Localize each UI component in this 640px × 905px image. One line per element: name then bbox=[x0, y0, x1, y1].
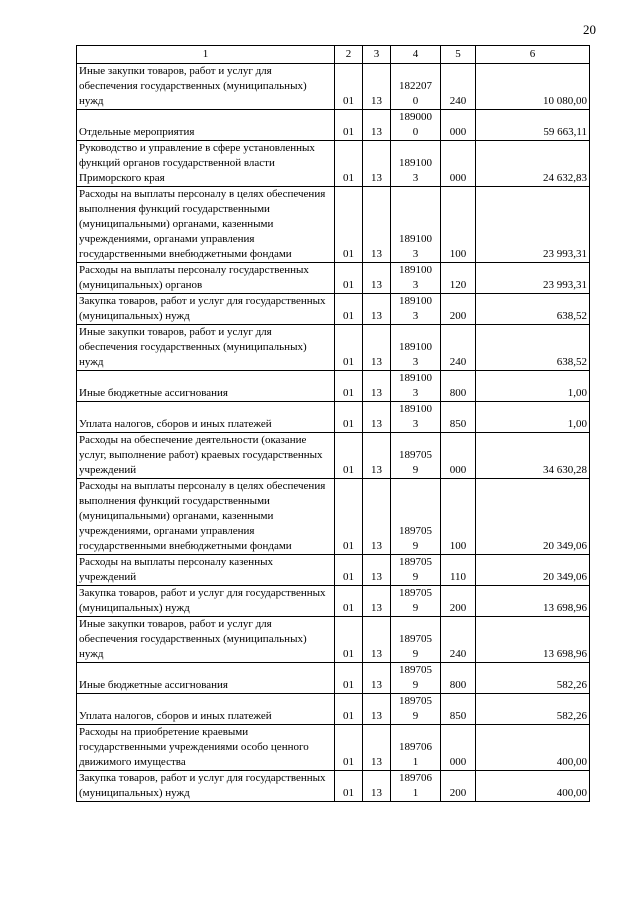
table-row bbox=[77, 294, 590, 325]
row-article-cell bbox=[391, 402, 441, 433]
article-code-part2: 3 bbox=[412, 172, 419, 184]
article-code-part2: 1 bbox=[412, 787, 419, 799]
row-expense-type-cell: 200 bbox=[441, 586, 476, 617]
row-article-cell bbox=[391, 433, 441, 479]
row-subsection-cell: 13 bbox=[363, 663, 391, 694]
row-name-cell: Уплата налогов, сборов и иных платежей bbox=[77, 694, 335, 725]
article-code-part2: 3 bbox=[412, 310, 419, 322]
row-sum-cell: 400,00 bbox=[476, 771, 590, 802]
header-cell: 4 bbox=[391, 46, 441, 64]
row-section-cell: 01 bbox=[335, 371, 363, 402]
row-name-cell: Расходы на приобретение краевыми государственными учреждениями особо ценного движимого имущества bbox=[77, 725, 335, 771]
article-code-part2: 3 bbox=[412, 248, 419, 260]
row-subsection-cell: 13 bbox=[363, 187, 391, 263]
article-code-part2: 0 bbox=[412, 95, 419, 107]
row-subsection-cell: 13 bbox=[363, 110, 391, 141]
article-code-part2: 3 bbox=[412, 387, 419, 399]
table-row bbox=[77, 187, 590, 263]
row-expense-type-cell: 100 bbox=[441, 187, 476, 263]
article-code-part2: 9 bbox=[412, 464, 419, 476]
row-article-cell bbox=[391, 771, 441, 802]
row-name-cell: Уплата налогов, сборов и иных платежей bbox=[77, 402, 335, 433]
row-sum-cell: 23 993,31 bbox=[476, 263, 590, 294]
article-code-part1: 189705 bbox=[399, 695, 432, 707]
table-body bbox=[77, 64, 590, 802]
article-code-part2: 9 bbox=[412, 710, 419, 722]
row-sum-cell: 1,00 bbox=[476, 402, 590, 433]
table-row bbox=[77, 110, 590, 141]
article-code-part1: 189705 bbox=[399, 525, 432, 537]
article-code-part2: 3 bbox=[412, 356, 419, 368]
row-article-cell bbox=[391, 263, 441, 294]
article-code-part1: 189705 bbox=[399, 556, 432, 568]
article-code-part2: 0 bbox=[412, 126, 419, 138]
row-section-cell: 01 bbox=[335, 479, 363, 555]
table-row bbox=[77, 64, 590, 110]
row-section-cell: 01 bbox=[335, 663, 363, 694]
row-sum-cell: 24 632,83 bbox=[476, 141, 590, 187]
table-row bbox=[77, 402, 590, 433]
row-name-cell: Закупка товаров, работ и услуг для государственных (муниципальных) нужд bbox=[77, 771, 335, 802]
header-cell: 6 bbox=[476, 46, 590, 64]
row-article-cell bbox=[391, 479, 441, 555]
table-row bbox=[77, 586, 590, 617]
table-row bbox=[77, 617, 590, 663]
row-name-cell: Закупка товаров, работ и услуг для государственных (муниципальных) нужд bbox=[77, 586, 335, 617]
row-sum-cell: 582,26 bbox=[476, 694, 590, 725]
row-expense-type-cell: 850 bbox=[441, 694, 476, 725]
row-subsection-cell: 13 bbox=[363, 325, 391, 371]
row-section-cell: 01 bbox=[335, 433, 363, 479]
row-expense-type-cell: 850 bbox=[441, 402, 476, 433]
article-code-part1: 189705 bbox=[399, 633, 432, 645]
row-article-cell bbox=[391, 110, 441, 141]
row-sum-cell: 13 698,96 bbox=[476, 586, 590, 617]
table-row bbox=[77, 371, 590, 402]
row-subsection-cell: 13 bbox=[363, 617, 391, 663]
row-section-cell: 01 bbox=[335, 263, 363, 294]
row-subsection-cell: 13 bbox=[363, 294, 391, 325]
row-expense-type-cell: 200 bbox=[441, 294, 476, 325]
row-expense-type-cell: 200 bbox=[441, 771, 476, 802]
row-article-cell bbox=[391, 187, 441, 263]
row-name-cell: Расходы на выплаты персоналу казенных учреждений bbox=[77, 555, 335, 586]
row-expense-type-cell: 800 bbox=[441, 371, 476, 402]
article-code-part1: 189705 bbox=[399, 449, 432, 461]
row-section-cell: 01 bbox=[335, 141, 363, 187]
row-name-cell: Иные закупки товаров, работ и услуг для обеспечения государственных (муниципальных) нужд bbox=[77, 325, 335, 371]
row-expense-type-cell: 110 bbox=[441, 555, 476, 586]
row-section-cell: 01 bbox=[335, 402, 363, 433]
table-row bbox=[77, 555, 590, 586]
article-code-part1: 189100 bbox=[399, 157, 432, 169]
header-cell: 1 bbox=[77, 46, 335, 64]
article-code-part2: 3 bbox=[412, 418, 419, 430]
row-section-cell: 01 bbox=[335, 110, 363, 141]
article-code-part1: 189706 bbox=[399, 772, 432, 784]
row-name-cell: Расходы на обеспечение деятельности (оказание услуг, выполнение работ) краевых государственных учреждений bbox=[77, 433, 335, 479]
table-row bbox=[77, 663, 590, 694]
row-name-cell: Иные закупки товаров, работ и услуг для обеспечения государственных (муниципальных) нужд bbox=[77, 617, 335, 663]
row-article-cell bbox=[391, 294, 441, 325]
row-section-cell: 01 bbox=[335, 64, 363, 110]
header-cell: 3 bbox=[363, 46, 391, 64]
article-code-part2: 9 bbox=[412, 540, 419, 552]
article-code-part1: 189705 bbox=[399, 664, 432, 676]
row-name-cell: Отдельные мероприятия bbox=[77, 110, 335, 141]
row-section-cell: 01 bbox=[335, 555, 363, 586]
row-expense-type-cell: 000 bbox=[441, 110, 476, 141]
row-section-cell: 01 bbox=[335, 694, 363, 725]
row-expense-type-cell: 800 bbox=[441, 663, 476, 694]
row-subsection-cell: 13 bbox=[363, 263, 391, 294]
row-sum-cell: 1,00 bbox=[476, 371, 590, 402]
row-article-cell bbox=[391, 586, 441, 617]
article-code-part2: 9 bbox=[412, 571, 419, 583]
table-row bbox=[77, 141, 590, 187]
row-sum-cell: 59 663,11 bbox=[476, 110, 590, 141]
table-row bbox=[77, 325, 590, 371]
row-section-cell: 01 bbox=[335, 725, 363, 771]
row-name-cell: Иные закупки товаров, работ и услуг для обеспечения государственных (муниципальных) нужд bbox=[77, 64, 335, 110]
row-name-cell: Расходы на выплаты персоналу в целях обеспечения выполнения функций государственными (муниципальными) органами, казенными учреждениями, органами управления государственными внебюджетными фондами bbox=[77, 187, 335, 263]
row-article-cell bbox=[391, 663, 441, 694]
row-subsection-cell: 13 bbox=[363, 433, 391, 479]
row-section-cell: 01 bbox=[335, 187, 363, 263]
row-sum-cell: 23 993,31 bbox=[476, 187, 590, 263]
article-code-part1: 189706 bbox=[399, 741, 432, 753]
article-code-part1: 182207 bbox=[399, 80, 432, 92]
article-code-part1: 189100 bbox=[399, 264, 432, 276]
table-row bbox=[77, 433, 590, 479]
article-code-part1: 189100 bbox=[399, 372, 432, 384]
row-section-cell: 01 bbox=[335, 617, 363, 663]
article-code-part2: 1 bbox=[412, 756, 419, 768]
row-name-cell: Расходы на выплаты персоналу государственных (муниципальных) органов bbox=[77, 263, 335, 294]
row-expense-type-cell: 240 bbox=[441, 325, 476, 371]
row-expense-type-cell: 240 bbox=[441, 617, 476, 663]
article-code-part1: 189100 bbox=[399, 403, 432, 415]
row-article-cell bbox=[391, 555, 441, 586]
article-code-part1: 189100 bbox=[399, 341, 432, 353]
table-row bbox=[77, 725, 590, 771]
row-article-cell bbox=[391, 725, 441, 771]
row-article-cell bbox=[391, 64, 441, 110]
row-sum-cell: 20 349,06 bbox=[476, 479, 590, 555]
row-expense-type-cell: 240 bbox=[441, 64, 476, 110]
row-subsection-cell: 13 bbox=[363, 586, 391, 617]
row-name-cell: Закупка товаров, работ и услуг для государственных (муниципальных) нужд bbox=[77, 294, 335, 325]
article-code-part1: 189100 bbox=[399, 233, 432, 245]
row-section-cell: 01 bbox=[335, 771, 363, 802]
table-row bbox=[77, 479, 590, 555]
row-sum-cell: 34 630,28 bbox=[476, 433, 590, 479]
row-article-cell bbox=[391, 694, 441, 725]
row-subsection-cell: 13 bbox=[363, 771, 391, 802]
row-article-cell bbox=[391, 371, 441, 402]
article-code-part2: 3 bbox=[412, 279, 419, 291]
row-sum-cell: 582,26 bbox=[476, 663, 590, 694]
row-subsection-cell: 13 bbox=[363, 371, 391, 402]
budget-table bbox=[76, 45, 590, 802]
row-expense-type-cell: 000 bbox=[441, 725, 476, 771]
header-row bbox=[77, 46, 590, 64]
row-article-cell bbox=[391, 141, 441, 187]
row-subsection-cell: 13 bbox=[363, 402, 391, 433]
row-subsection-cell: 13 bbox=[363, 694, 391, 725]
row-section-cell: 01 bbox=[335, 586, 363, 617]
row-subsection-cell: 13 bbox=[363, 64, 391, 110]
row-name-cell: Расходы на выплаты персоналу в целях обеспечения выполнения функций государственными (муниципальными) органами, казенными учреждениями, органами управления государственными внебюджетными фондами bbox=[77, 479, 335, 555]
article-code-part2: 9 bbox=[412, 679, 419, 691]
row-article-cell bbox=[391, 325, 441, 371]
row-section-cell: 01 bbox=[335, 294, 363, 325]
row-sum-cell: 638,52 bbox=[476, 325, 590, 371]
header-cell: 5 bbox=[441, 46, 476, 64]
row-sum-cell: 10 080,00 bbox=[476, 64, 590, 110]
row-sum-cell: 638,52 bbox=[476, 294, 590, 325]
row-expense-type-cell: 000 bbox=[441, 141, 476, 187]
row-subsection-cell: 13 bbox=[363, 555, 391, 586]
article-code-part1: 189000 bbox=[399, 111, 432, 123]
row-name-cell: Иные бюджетные ассигнования bbox=[77, 371, 335, 402]
header-cell: 2 bbox=[335, 46, 363, 64]
page-number: 20 bbox=[583, 22, 596, 37]
table-row bbox=[77, 694, 590, 725]
row-article-cell bbox=[391, 617, 441, 663]
row-expense-type-cell: 100 bbox=[441, 479, 476, 555]
row-sum-cell: 20 349,06 bbox=[476, 555, 590, 586]
table-row bbox=[77, 771, 590, 802]
row-name-cell: Руководство и управление в сфере установленных функций органов государственной власти Приморского края bbox=[77, 141, 335, 187]
row-subsection-cell: 13 bbox=[363, 141, 391, 187]
row-sum-cell: 13 698,96 bbox=[476, 617, 590, 663]
row-expense-type-cell: 000 bbox=[441, 433, 476, 479]
article-code-part1: 189705 bbox=[399, 587, 432, 599]
table-row bbox=[77, 263, 590, 294]
row-subsection-cell: 13 bbox=[363, 725, 391, 771]
row-subsection-cell: 13 bbox=[363, 479, 391, 555]
article-code-part1: 189100 bbox=[399, 295, 432, 307]
row-expense-type-cell: 120 bbox=[441, 263, 476, 294]
row-sum-cell: 400,00 bbox=[476, 725, 590, 771]
article-code-part2: 9 bbox=[412, 602, 419, 614]
row-section-cell: 01 bbox=[335, 325, 363, 371]
article-code-part2: 9 bbox=[412, 648, 419, 660]
row-name-cell: Иные бюджетные ассигнования bbox=[77, 663, 335, 694]
